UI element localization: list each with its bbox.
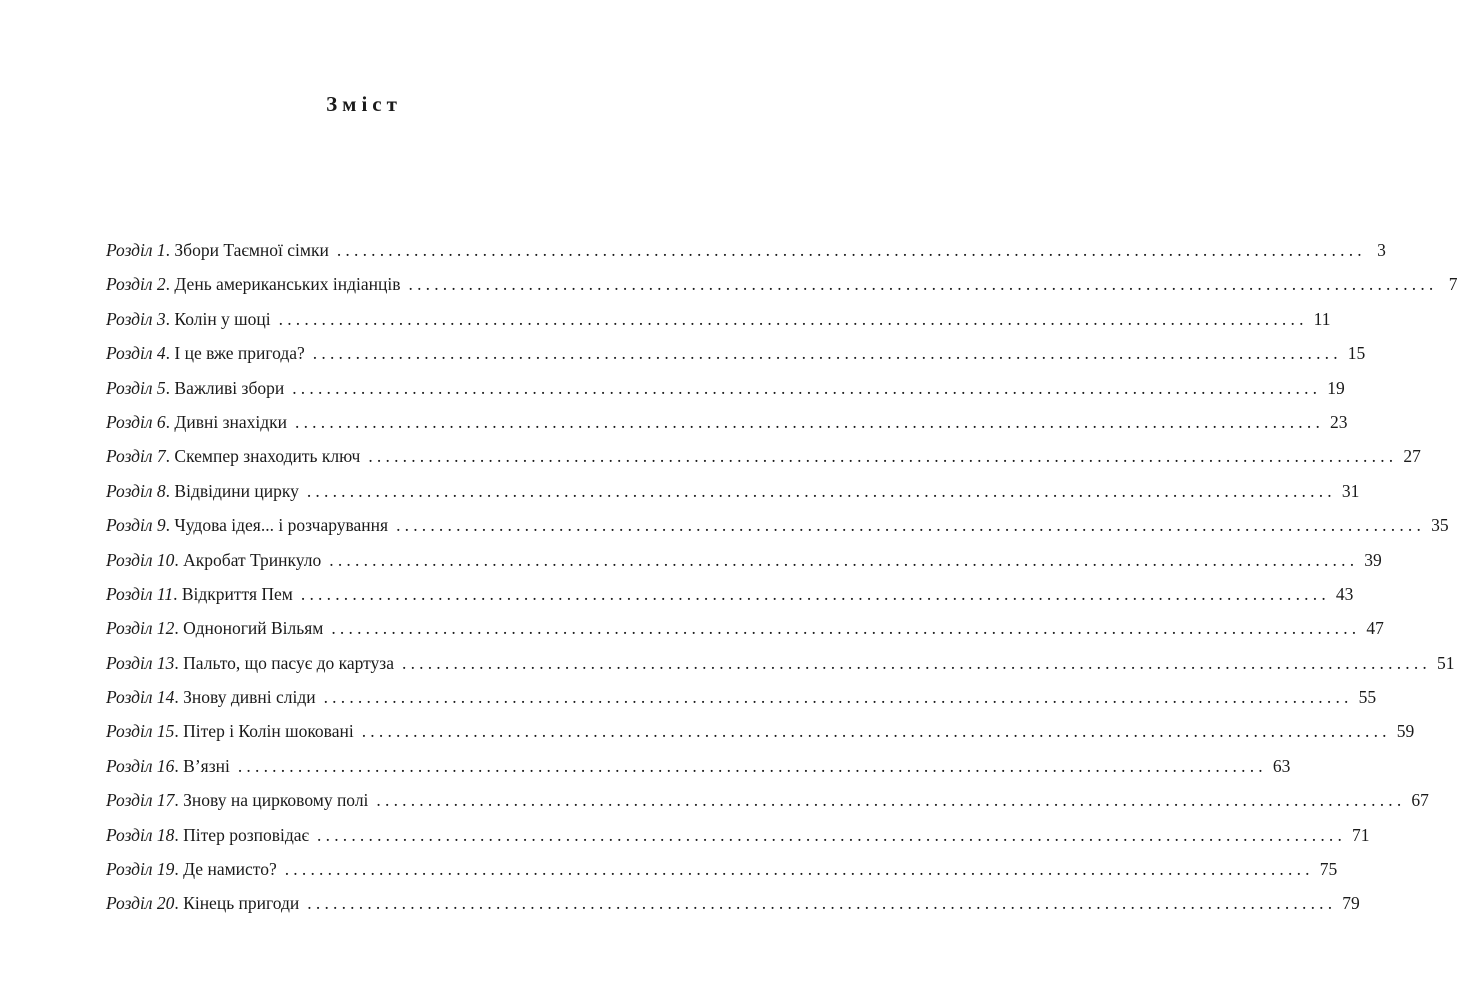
page-number: 51	[1437, 652, 1455, 673]
chapter-label: Розділ 3	[106, 308, 166, 329]
dot-leader: ........................................................................................................................	[402, 652, 1431, 673]
page-number: 55	[1358, 687, 1377, 708]
toc-entry	[106, 652, 1455, 687]
chapter-label: Розділ 4	[106, 343, 166, 364]
chapter-separator: .	[165, 308, 175, 329]
dot-leader: ........................................................................................................................	[368, 446, 1398, 467]
chapter-separator: .	[173, 583, 182, 604]
chapter-separator: .	[165, 274, 175, 295]
toc-entry	[106, 411, 1348, 446]
chapter-separator: .	[174, 790, 184, 811]
chapter-title: Скемпер знаходить ключ	[174, 446, 361, 467]
page-number: 71	[1352, 824, 1370, 845]
chapter-separator: .	[174, 824, 184, 845]
chapter-separator: .	[174, 721, 184, 742]
chapter-title: День американських індіанців	[174, 274, 401, 295]
page-number: 39	[1364, 549, 1382, 570]
toc-entry	[106, 343, 1366, 377]
dot-leader: ........................................................................................................................	[278, 308, 1308, 329]
chapter-separator: .	[174, 687, 184, 708]
toc-entry	[106, 824, 1370, 859]
chapter-label: Розділ 14	[106, 687, 175, 708]
chapter-separator: .	[165, 377, 175, 398]
chapter-label: Розділ 15	[106, 721, 175, 742]
dot-leader: ........................................................................................................................	[361, 721, 1391, 742]
dot-leader: ........................................................................................................................	[317, 824, 1347, 845]
toc-entry	[106, 790, 1429, 824]
toc-entry	[106, 240, 1386, 274]
chapter-label: Розділ 9	[106, 515, 166, 536]
chapter-label: Розділ 12	[106, 618, 175, 639]
chapter-label: Розділ 13	[106, 652, 175, 673]
chapter-title: І це вже пригода?	[174, 343, 305, 364]
chapter-title: Пітер розповідає	[183, 824, 310, 845]
chapter-title: Одноногий Вільям	[183, 618, 324, 639]
chapter-title: Відвідини цирку	[174, 480, 299, 501]
chapter-label: Розділ 20	[106, 893, 175, 914]
dot-leader: ........................................................................................................................	[331, 618, 1361, 639]
chapter-title: Пальто, що пасує до картуза	[183, 652, 394, 673]
dot-leader: ........................................................................................................................	[306, 480, 1336, 501]
chapter-title: Важливі збори	[174, 377, 285, 398]
dot-leader: ........................................................................................................................	[396, 515, 1426, 536]
page-number: 43	[1335, 583, 1354, 604]
chapter-separator: .	[165, 343, 175, 364]
toc-entry	[106, 859, 1338, 893]
toc-entry	[106, 721, 1415, 755]
chapter-label: Розділ 7	[106, 446, 166, 467]
chapter-label: Розділ 17	[106, 790, 175, 811]
dot-leader: ........................................................................................................................	[300, 583, 1330, 604]
chapter-separator: .	[174, 618, 184, 639]
chapter-title: Чудова ідея... і розчарування	[174, 515, 389, 536]
chapter-title: Знову на цирковому полі	[183, 790, 369, 811]
dot-leader: ........................................................................................................................	[376, 790, 1406, 811]
toc-entry	[106, 549, 1382, 584]
dot-leader: ........................................................................................................................	[237, 755, 1267, 776]
chapter-label: Розділ 11	[106, 583, 174, 604]
dot-leader: ........................................................................................................................	[284, 859, 1314, 880]
chapter-label: Розділ 16	[106, 755, 175, 776]
chapter-title: Кінець пригоди	[183, 893, 300, 914]
page-number: 7	[1448, 274, 1458, 295]
chapter-label: Розділ 1	[106, 240, 166, 260]
chapter-title: Пітер і Колін шоковані	[183, 721, 354, 742]
toc-entry	[106, 618, 1384, 652]
chapter-separator: .	[165, 411, 175, 432]
toc-entry	[106, 446, 1421, 480]
page-number: 67	[1411, 790, 1429, 811]
chapter-separator: .	[165, 240, 175, 260]
dot-leader: ........................................................................................................................	[408, 274, 1438, 295]
page-title: Зміст	[326, 92, 402, 116]
chapter-label: Розділ 19	[106, 859, 175, 880]
chapter-title: Дивні знахідки	[174, 411, 288, 432]
chapter-title: Акробат Тринкуло	[183, 549, 322, 570]
page-number: 59	[1396, 721, 1415, 742]
chapter-separator: .	[174, 549, 184, 570]
dot-leader: ........................................................................................................................	[307, 893, 1337, 914]
toc-entry	[106, 480, 1360, 515]
chapter-separator: .	[165, 480, 175, 501]
toc-entry	[106, 687, 1377, 721]
chapter-separator: .	[174, 893, 184, 914]
chapter-title: Знову дивні сліди	[183, 687, 316, 708]
toc-entry	[106, 583, 1354, 618]
toc-entry	[106, 308, 1331, 343]
page-number: 23	[1330, 411, 1348, 432]
table-of-contents	[106, 240, 1458, 928]
chapter-label: Розділ 10	[106, 549, 175, 570]
toc-entry	[106, 274, 1458, 308]
chapter-title: В’язні	[183, 755, 230, 776]
toc-entry	[106, 893, 1360, 927]
chapter-separator: .	[174, 755, 184, 776]
dot-leader: ........................................................................................................................	[292, 377, 1322, 398]
page-number: 15	[1347, 343, 1366, 364]
chapter-title: Колін у шоці	[174, 308, 271, 329]
toc-entry	[106, 755, 1291, 790]
dot-leader: ........................................................................................................................	[329, 549, 1359, 570]
page-number: 75	[1319, 859, 1338, 880]
page-number: 47	[1366, 618, 1384, 639]
page-number: 63	[1272, 755, 1291, 776]
chapter-label: Розділ 18	[106, 824, 175, 845]
toc-entry	[106, 515, 1449, 549]
page-number: 79	[1342, 893, 1360, 914]
chapter-separator: .	[165, 515, 175, 536]
chapter-label: Розділ 6	[106, 411, 166, 432]
chapter-title: Відкриття Пем	[181, 583, 293, 604]
chapter-label: Розділ 2	[106, 274, 166, 295]
page-number: 35	[1431, 515, 1449, 536]
page-number: 3	[1377, 240, 1386, 260]
page-number: 11	[1313, 308, 1331, 329]
page-number: 19	[1327, 377, 1345, 398]
chapter-label: Розділ 8	[106, 480, 166, 501]
chapter-separator: .	[165, 446, 175, 467]
chapter-separator: .	[174, 859, 184, 880]
chapter-separator: .	[174, 652, 184, 673]
chapter-title: Де намисто?	[183, 859, 277, 880]
toc-entry	[106, 377, 1345, 412]
dot-leader: ........................................................................................................................	[295, 411, 1325, 432]
page-number: 31	[1341, 480, 1360, 501]
chapter-title: Збори Таємної сімки	[174, 240, 329, 260]
dot-leader: ........................................................................................................................	[336, 240, 1366, 260]
dot-leader: ........................................................................................................................	[323, 687, 1353, 708]
page-number: 27	[1403, 446, 1421, 467]
dot-leader: ........................................................................................................................	[312, 343, 1342, 364]
chapter-label: Розділ 5	[106, 377, 166, 398]
